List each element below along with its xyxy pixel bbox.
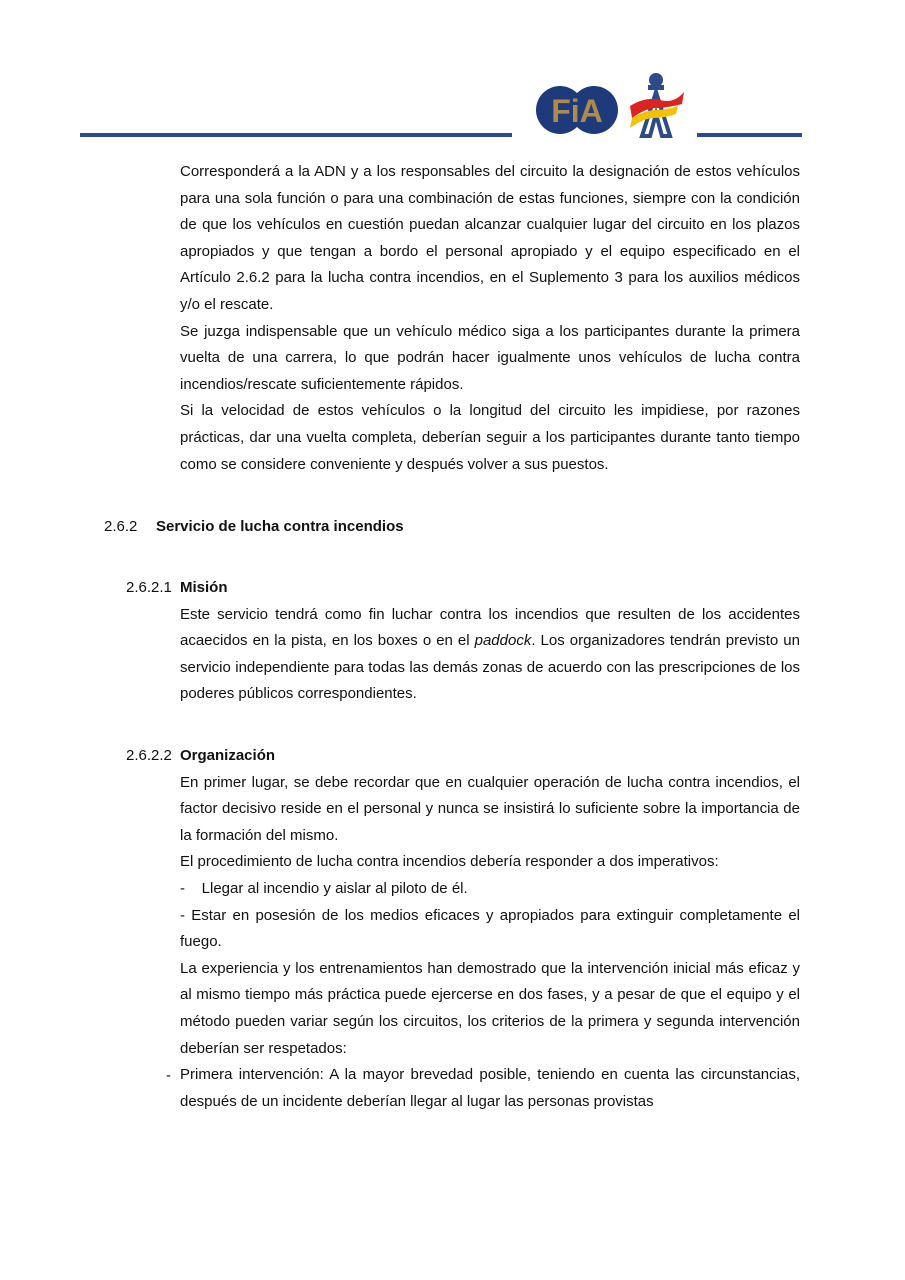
fia-logo <box>536 82 620 140</box>
paragraph: Corresponderá a la ADN y a los responsables del circuito la designación de estos vehículos para una sola función o para una combinación de estas funciones, siempre con la condición de que los vehículos en cuestión puedan alcanzar cualquier lugar del circuito en los plazos apropiados y que tengan a bordo el personal apropiado y el equipo especificado en el Artículo 2.6.2 para la lucha contra incendios, en el Suplemento 3 para los auxilios médicos y/o el rescate. <box>180 163 800 313</box>
section-intro <box>180 159 800 478</box>
subsection-title: Organización <box>180 747 276 764</box>
text: Este servicio tendrá como fin luchar contra los incendios que resulten de los accidentes acaecidos en la pista, en los boxes o en el <box>180 605 800 650</box>
bullet-item: - Estar en posesión de los medios eficaces y apropiados para extinguir completamente el fuego. <box>180 906 800 951</box>
paragraph: El procedimiento de lucha contra incendios debería responder a dos imperativos: <box>180 853 719 871</box>
svg-text:FiA: FiA <box>551 93 603 129</box>
header-rule-left <box>80 133 512 137</box>
text: . Los organizadores tendrán previsto un servicio independiente para todas las demás zonas de acuerdo con las prescripciones de los poderes públicos correspondientes. <box>180 632 800 703</box>
subsection-mision <box>180 575 800 708</box>
list-dash: - <box>166 1067 171 1084</box>
paragraph: Se juzga indispensable que un vehículo médico siga a los participantes durante la primera vuelta de una carrera, lo que podrán hacer igualmente unos vehículos de lucha contra incendios/rescate suficientemente rápidos. <box>180 322 800 393</box>
section-number: 2.6.2 <box>104 518 138 535</box>
paragraph <box>180 602 800 708</box>
paragraph: En primer lugar, se debe recordar que en cualquier operación de lucha contra incendios, el factor decisivo reside en el personal y nunca se insistirá lo suficiente sobre la importancia de la formación del mismo. <box>180 773 800 844</box>
subsection-number: 2.6.2.1 <box>126 579 172 596</box>
paragraph: Si la velocidad de estos vehículos o la longitud del circuito les impidiese, por razones prácticas, dar una vuelta completa, deberían seguir a los participantes durante tanto tiempo como se considere conveniente y después volver a sus puestos. <box>180 402 800 473</box>
subsection-title: Misión <box>180 579 228 596</box>
header-rule-right <box>697 133 802 137</box>
bullet-item: - Llegar al incendio y aislar al piloto de él. <box>180 879 468 897</box>
subsection-number: 2.6.2.2 <box>126 747 172 764</box>
paragraph: La experiencia y los entrenamientos han demostrado que la intervención inicial más eficaz y al mismo tiempo más práctica puede ejercerse en dos fases, y a pesar de que el equipo y el método pueden variar según los circuitos, los criterios de la primera y segunda intervención deberían ser respetados: <box>180 959 800 1057</box>
paragraph: Primera intervención: A la mayor brevedad posible, teniendo en cuenta las circunstancias, después de un incidente deberían llegar al lugar las personas provistas <box>180 1066 800 1110</box>
section-title: Servicio de lucha contra incendios <box>156 518 404 535</box>
text-italic: paddock <box>474 632 532 650</box>
rfeda-logo <box>626 70 688 140</box>
subsection-organizacion <box>180 743 800 1115</box>
